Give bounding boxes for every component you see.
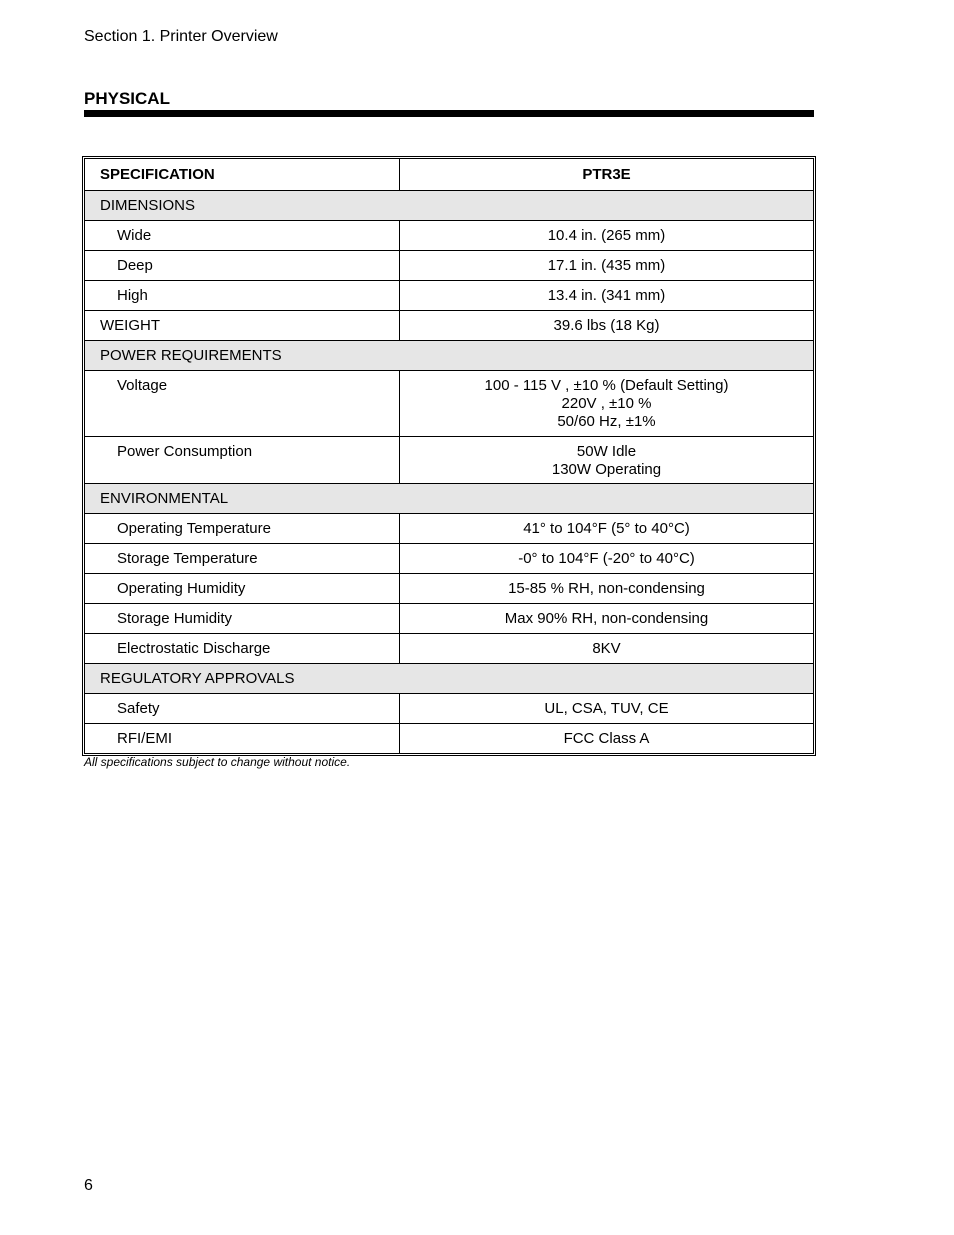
table-row bbox=[85, 634, 814, 664]
table-footnote: All specifications subject to change without notice. bbox=[84, 755, 351, 769]
group-row-regulatory bbox=[85, 664, 814, 694]
group-row-dimensions bbox=[85, 191, 814, 221]
row-value-multiline bbox=[400, 371, 814, 437]
row-value: 15-85 % RH, non-condensing bbox=[400, 574, 814, 604]
table-row bbox=[85, 281, 814, 311]
row-label: Storage Temperature bbox=[85, 544, 400, 574]
table-row bbox=[85, 574, 814, 604]
row-value: 39.6 lbs (18 Kg) bbox=[400, 311, 814, 341]
row-value: 8KV bbox=[400, 634, 814, 664]
row-value-multiline bbox=[400, 437, 814, 484]
group-title-regulatory: REGULATORY APPROVALS bbox=[85, 664, 814, 694]
row-value: UL, CSA, TUV, CE bbox=[400, 694, 814, 724]
specification-table bbox=[84, 158, 814, 754]
value-line: 50W Idle bbox=[576, 443, 637, 460]
value-line: 50/60 Hz, ±1% bbox=[557, 413, 656, 430]
row-value: -0° to 104°F (-20° to 40°C) bbox=[400, 544, 814, 574]
page-number: 6 bbox=[84, 1177, 93, 1194]
row-label: Deep bbox=[85, 251, 400, 281]
row-label: Voltage bbox=[85, 371, 400, 437]
table-row bbox=[85, 437, 814, 484]
row-label: Storage Humidity bbox=[85, 604, 400, 634]
row-label: Operating Humidity bbox=[85, 574, 400, 604]
group-title-dimensions: DIMENSIONS bbox=[85, 191, 814, 221]
table-row bbox=[85, 544, 814, 574]
table-row bbox=[85, 221, 814, 251]
row-label: WEIGHT bbox=[85, 311, 400, 341]
group-row-environmental bbox=[85, 484, 814, 514]
header-model: PTR3E bbox=[400, 159, 814, 191]
row-value: Max 90% RH, non-condensing bbox=[400, 604, 814, 634]
table-row bbox=[85, 251, 814, 281]
value-line: 220V , ±10 % bbox=[561, 395, 652, 412]
table-header-row bbox=[85, 159, 814, 191]
row-label: Power Consumption bbox=[85, 437, 400, 484]
value-line: 130W Operating bbox=[551, 461, 662, 478]
row-value: FCC Class A bbox=[400, 724, 814, 754]
row-value: 13.4 in. (341 mm) bbox=[400, 281, 814, 311]
row-label: Operating Temperature bbox=[85, 514, 400, 544]
running-head: Section 1. Printer Overview bbox=[84, 28, 278, 45]
row-value: 17.1 in. (435 mm) bbox=[400, 251, 814, 281]
row-value: 41° to 104°F (5° to 40°C) bbox=[400, 514, 814, 544]
table-row bbox=[85, 694, 814, 724]
table-row bbox=[85, 724, 814, 754]
row-label: High bbox=[85, 281, 400, 311]
group-title-power: POWER REQUIREMENTS bbox=[85, 341, 814, 371]
row-label: Safety bbox=[85, 694, 400, 724]
header-specification: SPECIFICATION bbox=[85, 159, 400, 191]
row-value: 10.4 in. (265 mm) bbox=[400, 221, 814, 251]
heading-rule bbox=[84, 110, 814, 117]
table-row bbox=[85, 371, 814, 437]
value-line: 100 - 115 V , ±10 % (Default Setting) bbox=[484, 377, 729, 394]
row-label: Electrostatic Discharge bbox=[85, 634, 400, 664]
row-label: Wide bbox=[85, 221, 400, 251]
group-title-environmental: ENVIRONMENTAL bbox=[85, 484, 814, 514]
table-row bbox=[85, 514, 814, 544]
row-label: RFI/EMI bbox=[85, 724, 400, 754]
section-heading: PHYSICAL bbox=[84, 89, 170, 108]
table-row bbox=[85, 604, 814, 634]
group-row-power bbox=[85, 341, 814, 371]
table-row-weight bbox=[85, 311, 814, 341]
